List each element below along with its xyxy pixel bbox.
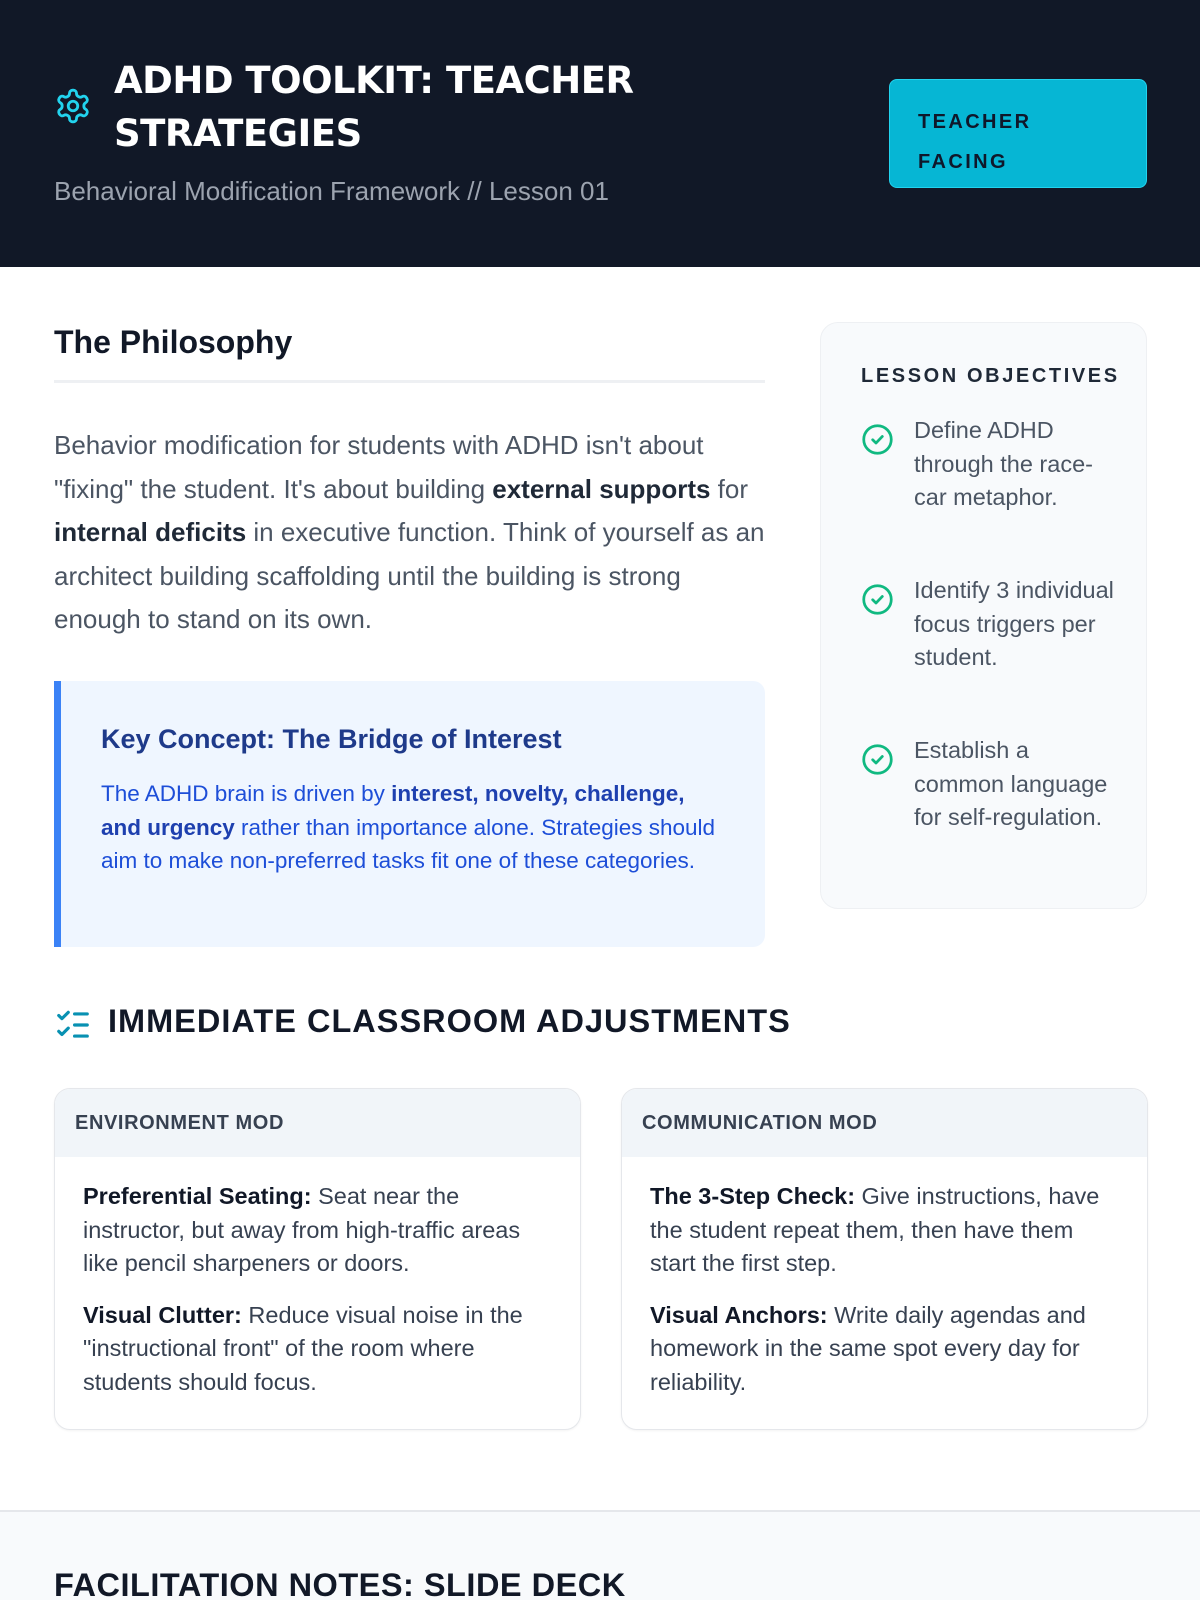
objective-text: Establish a common language for self-regulation. bbox=[914, 737, 1108, 830]
checklist-icon bbox=[54, 1006, 92, 1044]
philosophy-paragraph: Behavior modification for students with ADHD isn't about "fixing" the student. It's about building external supports for internal deficits in executive function. Think of yourself as an architect building scaffolding until the building is strong enough to stand on its own. bbox=[54, 430, 765, 634]
emphasis-drivers: interest, novelty, challenge, and urgency bbox=[101, 781, 685, 840]
emphasis-internal-deficits: internal deficits bbox=[54, 517, 247, 547]
page-title: ADHD TOOLKIT: TEACHER STRATEGIES bbox=[114, 59, 634, 155]
section-divider bbox=[54, 380, 765, 383]
card-item bbox=[650, 1299, 1119, 1400]
card-item-label: Visual Anchors: bbox=[650, 1301, 828, 1328]
environment-mod-card bbox=[54, 1088, 581, 1430]
page-subtitle: Behavioral Modification Framework // Lesson 01 bbox=[54, 176, 609, 206]
gear-icon bbox=[54, 87, 92, 125]
badge-line-2: FACING bbox=[918, 151, 1008, 173]
badge-line-1: TEACHER bbox=[918, 111, 1032, 133]
objectives-heading: LESSON OBJECTIVES bbox=[861, 365, 1120, 387]
lesson-objectives-panel bbox=[820, 322, 1147, 909]
card-item-text: Give instructions, have the student repeat them, then have them start the first step. bbox=[650, 1183, 1100, 1276]
key-concept-body: The ADHD brain is driven by interest, novelty, challenge, and urgency rather than importance alone. Strategies should aim to make non-preferred tasks fit one of these categories. bbox=[101, 781, 716, 873]
facilitation-notes-heading: FACILITATION NOTES: SLIDE DECK bbox=[54, 1567, 626, 1600]
card-body bbox=[622, 1157, 1147, 1399]
card-item bbox=[650, 1180, 1119, 1281]
card-body bbox=[55, 1157, 580, 1399]
check-circle-icon bbox=[861, 743, 894, 776]
objective-text: Define ADHD through the race-car metaphor. bbox=[914, 417, 1093, 510]
card-item-text: Write daily agendas and homework in the same spot every day for reliability. bbox=[650, 1301, 1086, 1395]
key-concept-title: Key Concept: The Bridge of Interest bbox=[101, 724, 562, 754]
card-item-text: Seat near the instructor, but away from high-traffic areas like pencil sharpeners or doors. bbox=[83, 1183, 521, 1276]
card-item bbox=[83, 1299, 552, 1400]
card-title: COMMUNICATION MOD bbox=[622, 1089, 1147, 1157]
communication-mod-card bbox=[621, 1088, 1148, 1430]
card-item-label: Visual Clutter: bbox=[83, 1301, 242, 1328]
check-circle-icon bbox=[861, 423, 894, 456]
page-header bbox=[0, 0, 1200, 267]
card-item bbox=[83, 1180, 552, 1281]
audience-badge bbox=[889, 79, 1147, 188]
card-title: ENVIRONMENT MOD bbox=[55, 1089, 580, 1157]
card-item-text: Reduce visual noise in the "instructional front" of the room where students should focus. bbox=[83, 1301, 523, 1395]
card-item-label: The 3-Step Check: bbox=[650, 1183, 856, 1209]
emphasis-external-supports: external supports bbox=[492, 473, 711, 504]
card-item-label: Preferential Seating: bbox=[83, 1183, 312, 1209]
check-circle-icon bbox=[861, 583, 894, 616]
key-concept-callout bbox=[54, 681, 765, 947]
adjustments-heading: IMMEDIATE CLASSROOM ADJUSTMENTS bbox=[108, 1003, 791, 1039]
philosophy-heading: The Philosophy bbox=[54, 324, 293, 360]
objective-text: Identify 3 individual focus triggers per student. bbox=[914, 577, 1114, 670]
